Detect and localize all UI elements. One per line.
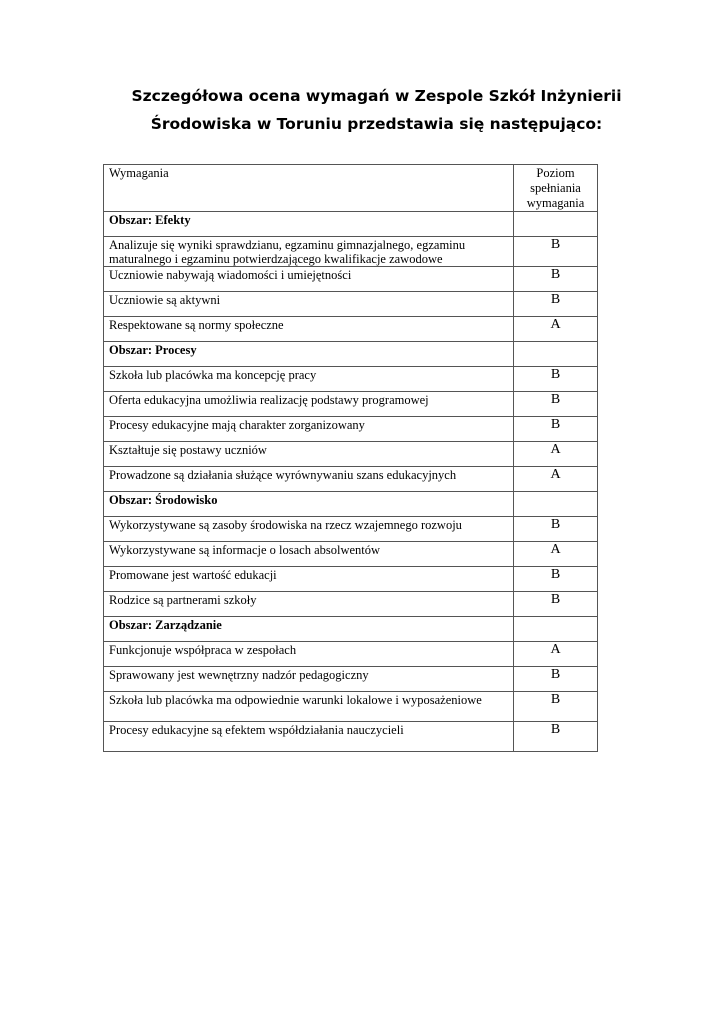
table-header-row xyxy=(104,165,598,212)
page-title-line-2: Środowiska w Toruniu przedstawia się następująco: xyxy=(150,115,603,133)
requirement-level: A xyxy=(514,317,598,342)
requirements-table xyxy=(103,164,598,752)
requirement-level: B xyxy=(514,667,598,692)
table-row xyxy=(104,517,598,542)
table-row xyxy=(104,642,598,667)
table-row xyxy=(104,417,598,442)
section-row-srodowisko xyxy=(104,492,598,517)
table-row xyxy=(104,292,598,317)
requirement-level: B xyxy=(514,592,598,617)
requirement-level: B xyxy=(514,692,598,722)
requirement-text: Uczniowie są aktywni xyxy=(104,292,514,317)
requirement-level: B xyxy=(514,367,598,392)
table-row xyxy=(104,692,598,722)
section-title: Obszar: Zarządzanie xyxy=(104,617,514,642)
requirement-text: Sprawowany jest wewnętrzny nadzór pedagogiczny xyxy=(104,667,514,692)
requirement-level: A xyxy=(514,642,598,667)
section-title: Obszar: Procesy xyxy=(104,342,514,367)
requirement-level: B xyxy=(514,237,598,267)
requirement-text: Promowane jest wartość edukacji xyxy=(104,567,514,592)
requirement-level: A xyxy=(514,442,598,467)
requirement-text: Uczniowie nabywają wiadomości i umiejętności xyxy=(104,267,514,292)
requirement-level: B xyxy=(514,722,598,752)
requirement-text: Szkoła lub placówka ma odpowiednie warunki lokalowe i wyposażeniowe xyxy=(104,692,514,722)
requirement-level: B xyxy=(514,417,598,442)
requirement-level: B xyxy=(514,292,598,317)
requirement-level: B xyxy=(514,517,598,542)
requirement-level: B xyxy=(514,392,598,417)
requirement-level: B xyxy=(514,567,598,592)
table-row xyxy=(104,392,598,417)
table-row xyxy=(104,592,598,617)
section-row-zarzadzanie xyxy=(104,617,598,642)
table-row xyxy=(104,567,598,592)
requirement-text: Rodzice są partnerami szkoły xyxy=(104,592,514,617)
requirement-level: A xyxy=(514,542,598,567)
table-row xyxy=(104,367,598,392)
requirement-text: Kształtuje się postawy uczniów xyxy=(104,442,514,467)
requirement-level: A xyxy=(514,467,598,492)
section-row-efekty xyxy=(104,212,598,237)
section-row-procesy xyxy=(104,342,598,367)
table-row xyxy=(104,467,598,492)
requirement-text: Oferta edukacyjna umożliwia realizację podstawy programowej xyxy=(104,392,514,417)
table-row xyxy=(104,267,598,292)
requirement-text: Funkcjonuje współpraca w zespołach xyxy=(104,642,514,667)
table-row xyxy=(104,237,598,267)
header-requirement: Wymagania xyxy=(104,165,514,212)
section-title: Obszar: Środowisko xyxy=(104,492,514,517)
requirement-text: Procesy edukacyjne mają charakter zorganizowany xyxy=(104,417,514,442)
section-title: Obszar: Efekty xyxy=(104,212,514,237)
requirement-text: Analizuje się wyniki sprawdzianu, egzaminu gimnazjalnego, egzaminu maturalnego i egzaminu potwierdzającego kwalifikacje zawodowe xyxy=(104,237,514,267)
table-row xyxy=(104,542,598,567)
requirement-text: Procesy edukacyjne są efektem współdziałania nauczycieli xyxy=(104,722,514,752)
requirement-text: Prowadzone są działania służące wyrównywaniu szans edukacyjnych xyxy=(104,467,514,492)
requirement-text: Wykorzystywane są informacje o losach absolwentów xyxy=(104,542,514,567)
requirement-text: Respektowane są normy społeczne xyxy=(104,317,514,342)
table-row xyxy=(104,667,598,692)
requirement-text: Szkoła lub placówka ma koncepcję pracy xyxy=(104,367,514,392)
requirement-text: Wykorzystywane są zasoby środowiska na rzecz wzajemnego rozwoju xyxy=(104,517,514,542)
header-level: Poziom spełniania wymagania xyxy=(514,165,598,212)
table-row xyxy=(104,317,598,342)
page-title-line-1: Szczegółowa ocena wymagań w Zespole Szkół Inżynierii xyxy=(131,87,622,105)
requirement-level: B xyxy=(514,267,598,292)
table-row xyxy=(104,442,598,467)
table-row xyxy=(104,722,598,752)
